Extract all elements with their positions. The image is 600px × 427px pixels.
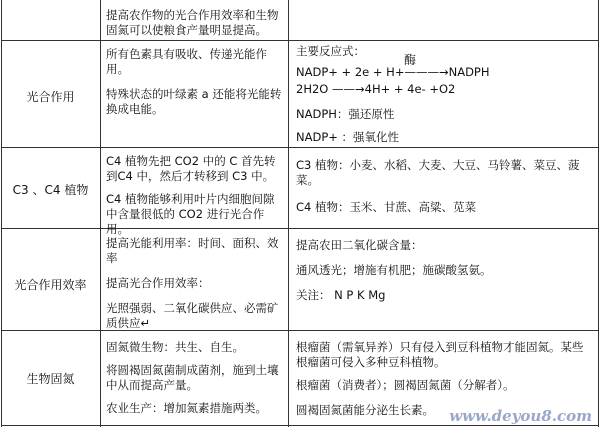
plant-examples-cell [296,158,592,215]
pigment-text-2: 特殊状态的叶绿素 a 还能将光能转换成电能。 [106,87,282,116]
nadph-property: NADPH：强还原性 [296,107,395,121]
table-divider-col1 [100,0,101,427]
co2-heading: 提高农田二氧化碳含量： [296,238,423,252]
c4-mechanism-text-2: C4 植物能够利用叶片内细胞间隙中含量很低的 CO2 进行光合作用。 [106,192,275,236]
reaction-heading: 主要反应式： [296,44,365,58]
nitrogen-microbes-cell [106,340,284,416]
site-watermark: www.deyou8.com [449,407,592,425]
intro-cell [106,8,284,38]
ecological-roles: 根瘤菌（消费者）；圆褐固氮菌（分解者）。 [296,378,515,392]
pigment-text-1: 所有色素具有吸收、传递光能作用。 [106,47,267,76]
intro-text: 提高农作物的光合作用效率和生物固氮可以使粮食产量明显提高。 [106,8,279,37]
row-label-efficiency: 光合作用效率 [14,278,87,292]
nadp-property: NADP+ ：强氧化性 [296,130,400,144]
c4-mechanism-cell [106,154,284,237]
reaction-cell [296,44,592,145]
auxin-note: 圆褐固氮菌能分泌生长素。 [296,403,434,417]
nutrient-focus: 关注： N P K Mg [296,288,386,302]
c3-plants: C3 植物：小麦、水稻、大麦、大豆、马铃薯、菜豆、菠菜。 [296,158,580,187]
azotobacter-application: 将圆褐固氮菌制成菌剂，施到土壤中从而提高产量。 [106,363,279,392]
nitrogen-microbes: 固氮微生物：共生、自生。 [106,340,244,354]
co2-measures: 通风透光；增施有机肥；施碳酸氢氨。 [296,263,492,277]
photosynthesis-efficiency: 提高光合作用效率： [106,276,210,290]
efficiency-cell [106,236,284,331]
c4-plants: C4 植物：玉米、甘蔗、高粱、苋菜 [296,200,477,214]
table-border-bottom [1,425,599,426]
reaction-equation-1: NADP+ + 2e + H+———→NADPH [296,65,490,79]
row-label-nitrogen-fixation: 生物固氮 [26,372,75,386]
table-divider-col2 [288,0,289,427]
efficiency-factors: 光照强弱、二氧化碳供应、必需矿质供应↵ [106,301,279,330]
rhizobium-note: 根瘤菌（需氧异养）只有侵入到豆科植物才能固氮。某些根瘤菌可侵入多种豆科植物。 [296,340,584,369]
c4-mechanism-text-1: C4 植物先把 CO2 中的 C 首先转到C4 中，然后才转移到 C3 中。 [106,154,276,183]
light-utilization: 提高光能利用率：时间、面积、效率 [106,236,279,265]
table-row-divider [1,147,599,148]
row-label-c3-c4: C3 、C4 植物 [12,183,89,197]
row-label-photosynthesis: 光合作用 [26,90,75,104]
table-border-right [598,0,599,427]
table-row-divider [1,40,599,41]
co2-cell [296,238,592,303]
pigment-cell [106,47,284,117]
reaction-equation-2: 2H2O ——→4H+ + 4e- +O2 [296,82,456,96]
nitrogen-measures: 农业生产：增加氮素措施两类。 [106,401,267,415]
enzyme-label: 酶 [404,53,417,67]
table-border-left [1,0,2,427]
table-row-divider [1,330,599,331]
table-row-divider [1,228,599,229]
